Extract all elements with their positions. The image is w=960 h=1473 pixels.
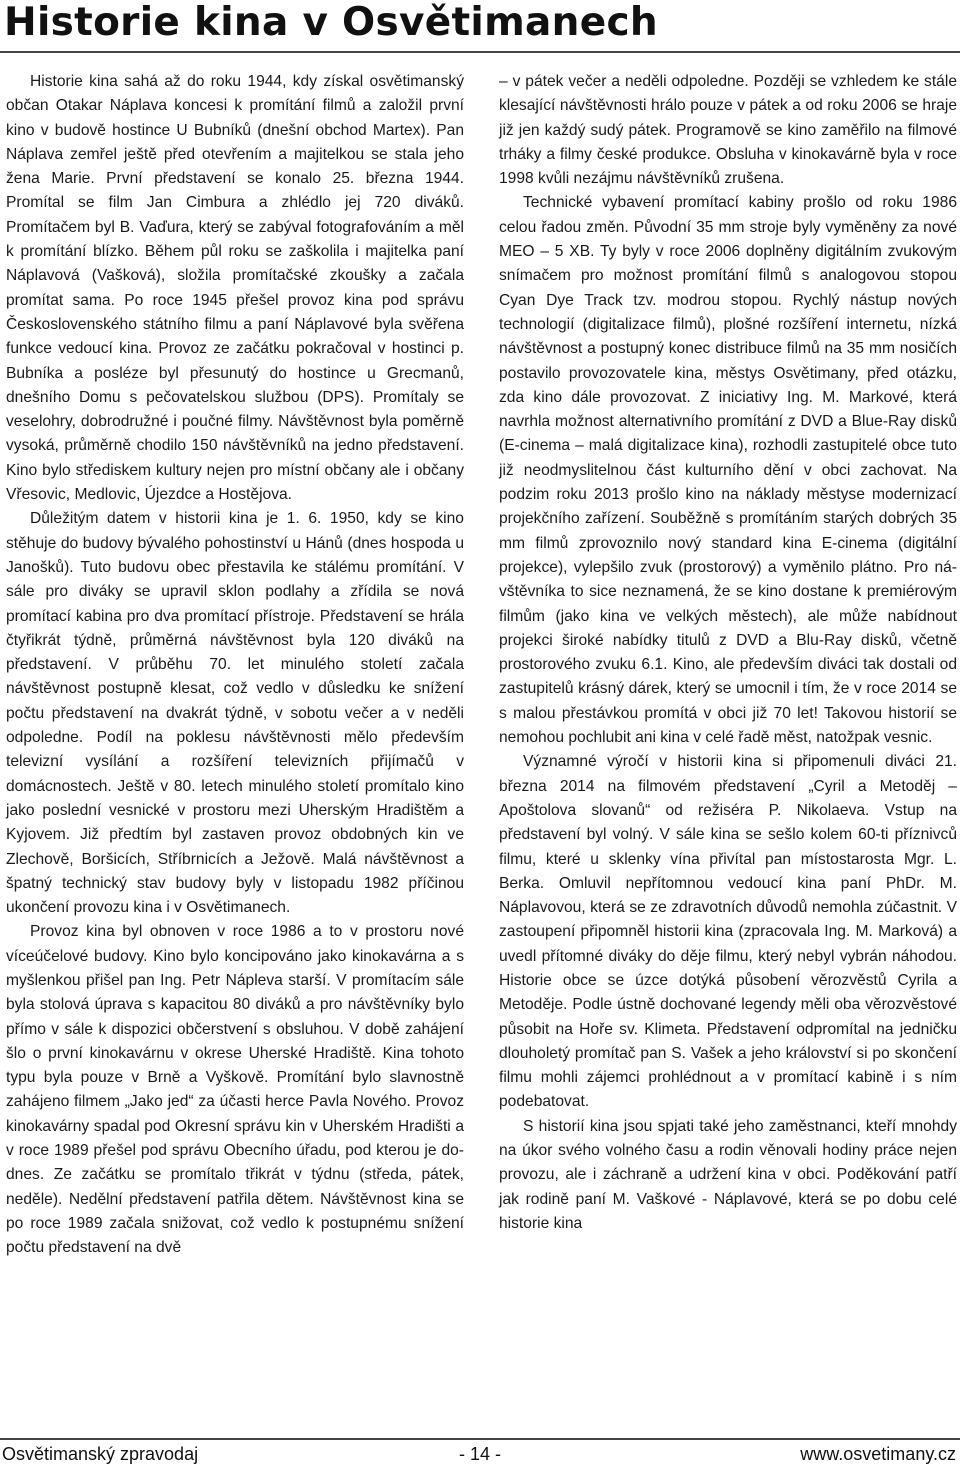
paragraph: Významné výročí v historii kina si připomenuli diváci 21. března 2014 na filmovém představení „Cyril a Metoděj – Apoštolova slovanů“ od režiséra P. Nikolaeva. Vstup na představení byl volný. V sále kina se sešlo kolem 60-ti příznivců filmu, které u sklenky vína přivítal pan místostarosta Mgr. L. Berka. Omluvil nepřítomnou vedoucí kina paní PhDr. M. Náplavovou, která se ze zdravotních důvodů nemohla zúčastnit. V zastoupení připomněl historii kina (zpracovala Ing. M. Marková) a uvedl přítomné diváky do děje filmu, který nebyl vybrán náhodou. Historie obce se úzce dotýká působení věrozvěstů Cyrila a Metoděje. Podle ústně dochované legendy měli oba věrozvěstové působit na Hoře sv. Klimeta. Představení odpromítal na jedničku dlouholetý promítač pan S. Vašek a jeho království si po skončení filmu mohli zájemci prohlédnout a v promítací kabině i s ním podebatovat. [499,753,957,1111]
article-column-right [499,70,957,1236]
paragraph: Provoz kina byl obnoven v roce 1986 a to v prostoru nové víceúčelové budovy. Kino bylo koncipováno jako kinokavárna a s myšlenkou přišel pan Ing. Petr Nápleva starší. V promítacím sále byla stolová úprava s kapacitou 80 diváků a pro návštěvníky bylo přímo v sále k dispozici občerstvení s obsluhou. V době zahájení šlo o první kinokavárnu v okrese Uherské Hradiště. Kina tohoto typu byla pouze v Brně a Vyškově. Promítání bylo slavnostně zahájeno filmem „Jako jed“ za účasti herce Pavla Nového. Provoz kinokavárny spadal pod Okresní správu kin v Uherském Hradišti a v roce 1989 přešel pod správu Obecního úřadu, pod kterou je dodnes. Ze začátku se promítalo třikrát v týdnu (středa, pátek, neděle). Nedělní představení patřila dětem. Návštěvnost kina se po roce 1989 začala snižovat, což vedlo k postupnému snížení počtu představení na dvě [6,923,464,1257]
paragraph: – v pátek večer a neděli odpoledne. Později se vzhledem ke stále klesající návštěvnosti hrálo pouze v pátek a od roku 2006 se hraje již jen každý sudý pátek. Programově se kino zaměřilo na filmové trháky a filmy české produkce. Obsluha v kinokavárně byla v roce 1998 kvůli nezájmu návštěvníků zrušena. [499,73,957,188]
paragraph: Technické vybavení promítací kabiny prošlo od roku 1986 celou řadou změn. Původní 35 mm stroje byly vyměněny za nové MEO – 5 XB. Ty byly v roce 2006 doplněny digitálním zvukovým snímačem pro možnost promítání filmů s analogovou stopou Cyan Dye Track tzv. modrou stopou. Rychlý nástup nových technologií (digitalizace filmů), plošné rozšíření internetu, nízká návštěvnost a postupný konec distribuce filmů na 35 mm nosičích postavilo provozovatele kina, městys Osvětimany, před otázku, zda kino dále provozovat. Z iniciativy Ing. M. Markové, která navrhla možnost alternativního promítání z DVD a Blue-Ray disků (E-cinema – malá digitalizace kina), rozhodli zastupitelé obce tuto již neodmyslitelnou část kulturního dění v obci zachovat. Na podzim roku 2013 prošlo kino na náklady městyse modernizací projekčního zařízení. Souběžně s promítáním starých dobrých 35 mm filmů zprovoznilo nový standard kina E-cinema (digitální projekce), vylepšilo zvuk (prostorový) a vyměnilo plátno. Pro návštěvníka to sice neznamená, že se kino dostane k premiérovým filmům (jako kina ve velkých městech), ale může nabídnout projekci široké nabídky titulů z DVD a Blu-Ray disků, včetně prostorového zvuku 6.1. Kino, ale především diváci tak dostali od zastupitelů krásný dárek, který se umocnil i tím, že v roce 2014 se s malou přestávkou promítá v obci již 70 let! Takovou historií se nemohou pochlubit ani kina v celé řadě měst, natožpak vesnic. [499,194,957,747]
title-divider [0,51,960,53]
page-title: Historie kina v Osvětimanech [4,0,658,45]
paragraph: Důležitým datem v historii kina je 1. 6. 1950, kdy se kino stěhuje do budovy bývalého pohostinství u Hánů (dnes hospoda u Janošků). Tuto budovu obec přestavila ke stálému promítání. V sále pro diváky se upravil sklon podlahy a zřídila se nová promítací kabina pro dva promítací přístroje. Představení se hrála čtyřikrát týdně, průměrná návštěvnost byla 120 diváků na představení. V průběhu 70. let minulého století začala návštěvnost postupně klesat, což vedlo v důsledku ke snížení počtu představení na dvakrát týdně, v sobotu večer a v neděli odpoledne. Podíl na poklesu návštěvnosti mělo především televizní vysílání a rozšíření televizních přijímačů v domácnostech. Ještě v 80. letech minulého století promítalo kino jako poslední vesnické v prostoru mezi Uherským Hradištěm a Kyjovem. Již předtím byl zastaven provoz obdobných kin ve Zlechově, Boršicích, Stříbrnicích a Ježově. Malá návštěvnost a špatný technický stav budovy byly v listopadu 1982 příčinou ukončení provozu kina i v Osvětimanech. [6,510,464,917]
publication-name: Osvětimanský zpravodaj [2,1444,199,1464]
article-column-left [6,70,464,1261]
paragraph: Historie kina sahá až do roku 1944, kdy získal osvětimanský občan Otakar Náplava koncesi k promítání filmů a založil první kino v budově hostince U Bubníků (dnešní obchod Martex). Pan Náplava zemřel ještě před otevřením a majitelkou se stala jeho žena Marie. První představení se konalo 25. března 1944. Promítal se film Jan Cimbura a zhlédlo jej 720 diváků. Promítačem byl B. Vaďura, který se zabýval fotografováním a měl k promítání blízko. Během půl roku se zaškolila i majitelka paní Náplavová (Vašková), složila promítačské zkoušky a začala promítat sama. Po roce 1945 přešel provoz kina pod správu Československého státního filmu a paní Náplavové byla svěřena funkce vedoucí kina. Provoz ze začátku pokračoval v hostinci p. Bubníka a posléze byl přesunutý do hostince u Grecmanů, dnešního Domu s pečovatelskou službou (DPS). Promítaly se veselohry, dobrodružné i poučné filmy. Návštěvnost byla poměrně vysoká, průměrně chodilo 150 návštěvníků na jedno představení. Kino bylo střediskem kultury nejen pro místní občany ale i občany Vřesovic, Medlovic, Újezdce a Hostějova. [6,73,464,504]
website-link[interactable]: www.osvetimany.cz [800,1444,956,1464]
footer-divider [0,1438,960,1440]
page-number: - 14 - [458,1444,501,1464]
paragraph: S historií kina jsou spjati také jeho zaměstnanci, kteří mnohdy na úkor svého volného času a rodin věnovali hodiny práce nejen provozu, ale i záchraně a udržení kina v obci. Poděkování patří jak rodině paní M. Vaškové - Náplavové, která se po dobu celé historie kina [499,1117,957,1232]
